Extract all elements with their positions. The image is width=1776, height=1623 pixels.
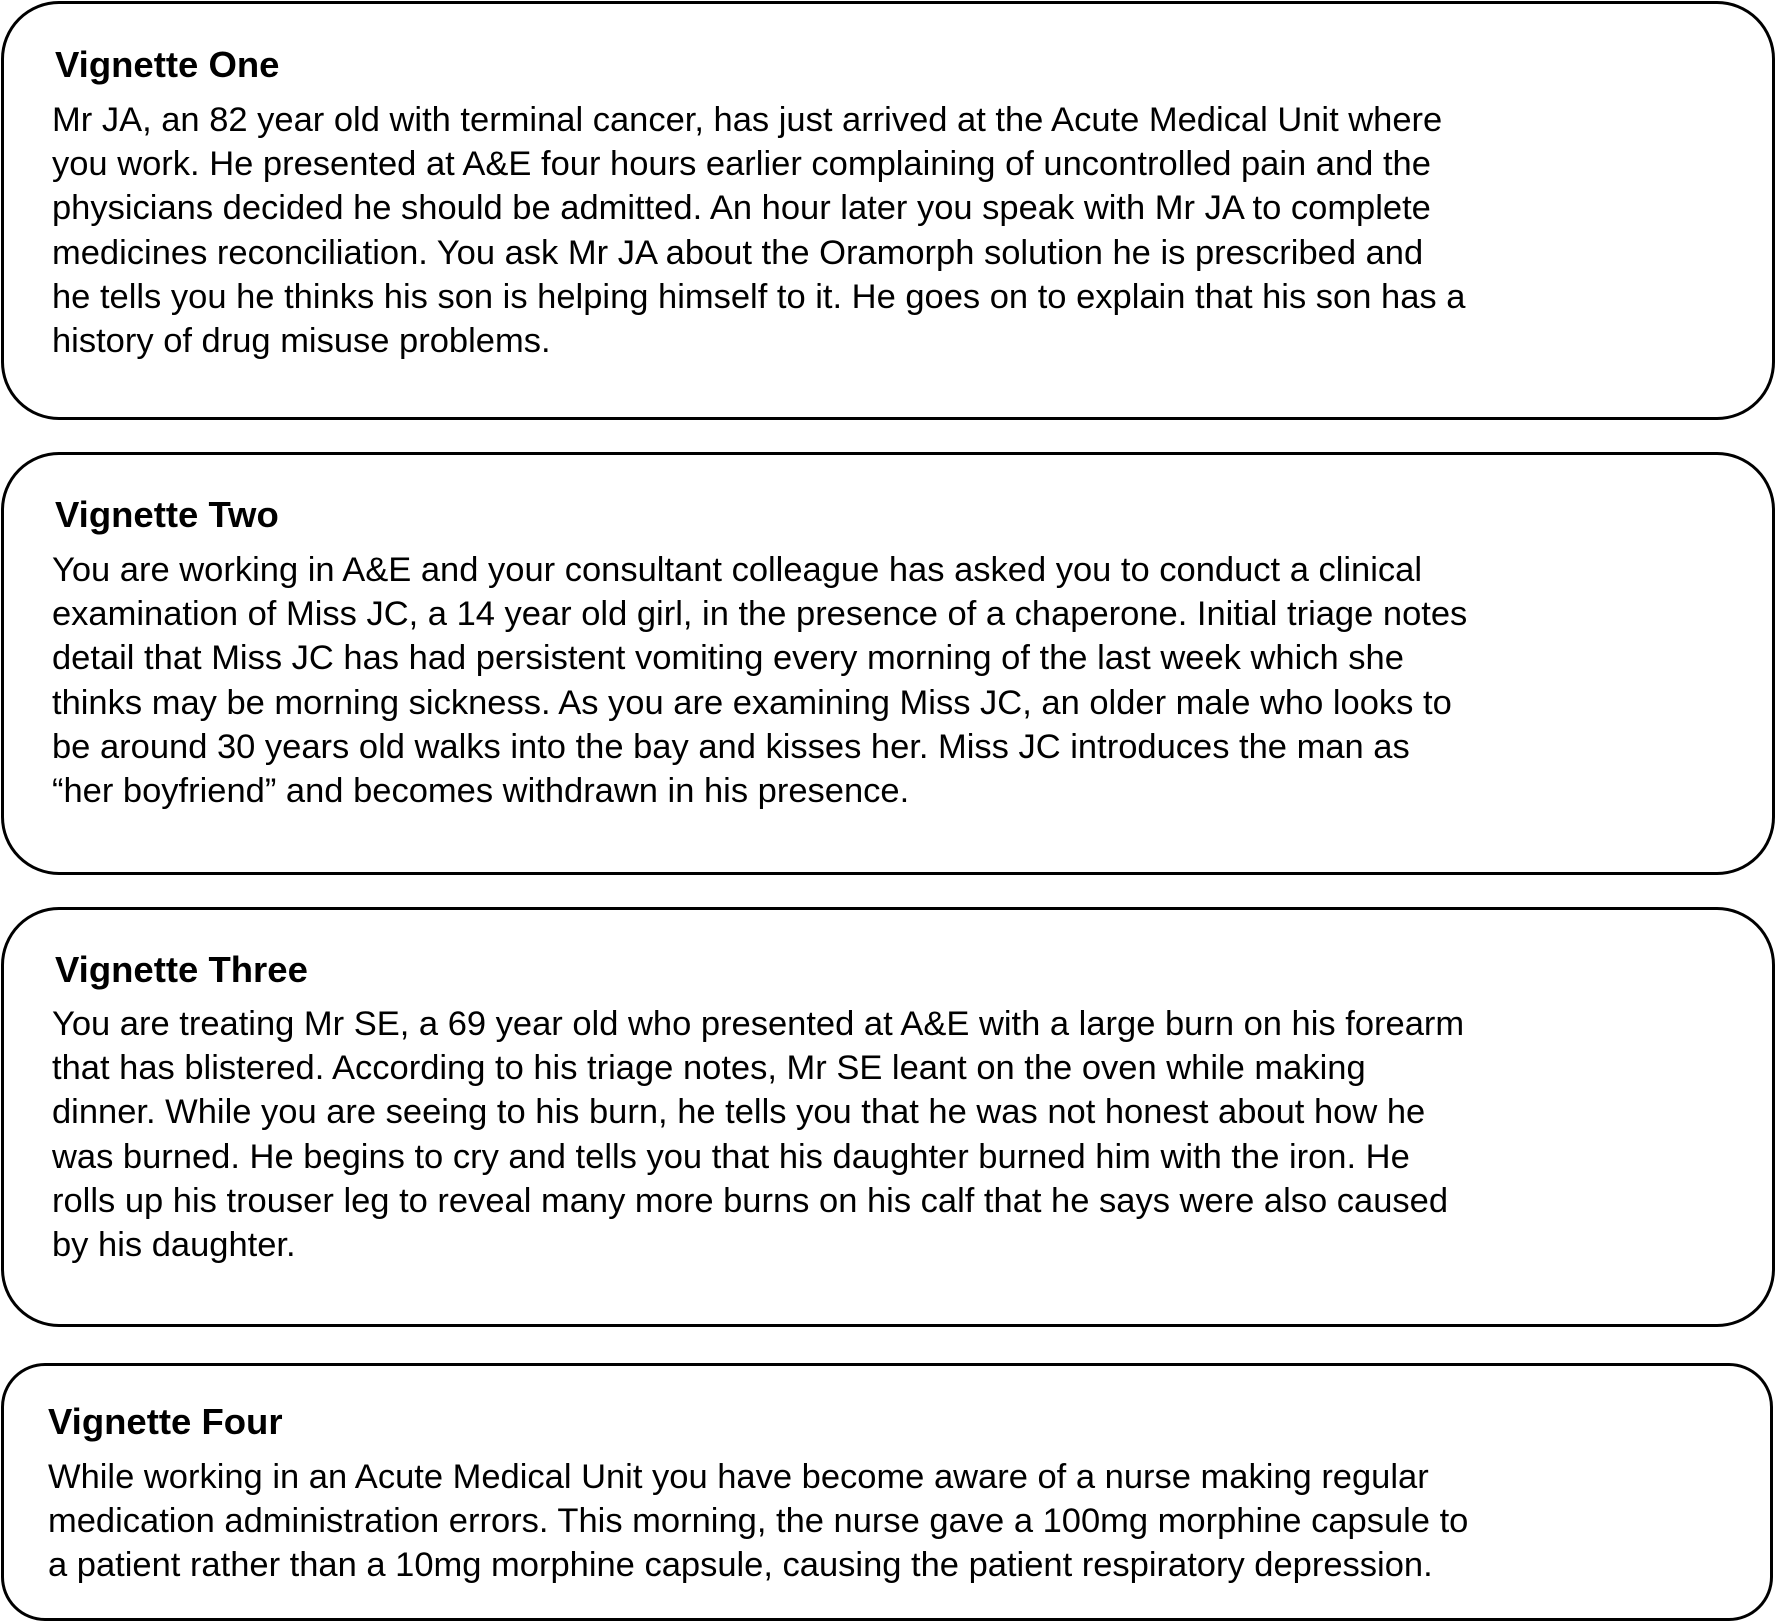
text-line: was burned. He begins to cry and tells you that his daughter burned him with the iron. He (52, 1137, 1410, 1176)
text-line: detail that Miss JC has had persistent vomiting every morning of the last week which she (52, 639, 1404, 678)
text-line: medication administration errors. This morning, the nurse gave a 100mg morphine capsule to (48, 1502, 1469, 1541)
vignette-three-text (52, 1002, 1464, 1267)
text-line: thinks may be morning sickness. As you are examining Miss JC, an older male who looks to (52, 683, 1452, 722)
vignette-one-title: Vignette One (55, 44, 280, 85)
vignette-two-box (1, 452, 1775, 875)
text-line: You are treating Mr SE, a 69 year old who presented at A&E with a large burn on his forearm (52, 1005, 1465, 1043)
text-line: medicines reconciliation. You ask Mr JA about the Oramorph solution he is prescribed and (52, 233, 1424, 272)
text-line: examination of Miss JC, a 14 year old girl, in the presence of a chaperone. Initial triage notes (52, 595, 1468, 634)
text-line: history of drug misuse problems. (52, 322, 551, 361)
vignette-one-text (52, 98, 1465, 363)
text-line: a patient rather than a 10mg morphine capsule, causing the patient respiratory depression. (48, 1546, 1433, 1585)
text-line: “her boyfriend” and becomes withdrawn in his presence. (52, 772, 910, 811)
text-line: physicians decided he should be admitted. An hour later you speak with Mr JA to complete (52, 189, 1431, 228)
vignette-three-box (1, 907, 1775, 1327)
text-line: dinner. While you are seeing to his burn, he tells you that he was not honest about how he (52, 1093, 1426, 1132)
text-line: You are working in A&E and your consultant colleague has asked you to conduct a clinical (52, 551, 1423, 589)
vignette-three-title: Vignette Three (55, 949, 308, 990)
vignette-four-title: Vignette Four (48, 1401, 283, 1442)
vignette-four-box (1, 1363, 1773, 1621)
text-line: Mr JA, an 82 year old with terminal cancer, has just arrived at the Acute Medical Unit where (52, 101, 1443, 139)
text-line: rolls up his trouser leg to reveal many more burns on his calf that he says were also caused (52, 1181, 1449, 1220)
text-line: he tells you he thinks his son is helping himself to it. He goes on to explain that his son has a (52, 277, 1466, 316)
text-line: While working in an Acute Medical Unit you have become aware of a nurse making regular (48, 1458, 1429, 1496)
vignette-four-text (48, 1455, 1468, 1588)
text-line: by his daughter. (52, 1226, 296, 1265)
text-line: you work. He presented at A&E four hours earlier complaining of uncontrolled pain and the (52, 145, 1431, 184)
text-line: be around 30 years old walks into the bay and kisses her. Miss JC introduces the man as (52, 727, 1410, 766)
vignette-one-box (1, 1, 1775, 420)
vignette-two-text (52, 548, 1467, 813)
text-line: that has blistered. According to his triage notes, Mr SE leant on the oven while making (52, 1049, 1366, 1088)
vignette-two-title: Vignette Two (55, 494, 279, 535)
